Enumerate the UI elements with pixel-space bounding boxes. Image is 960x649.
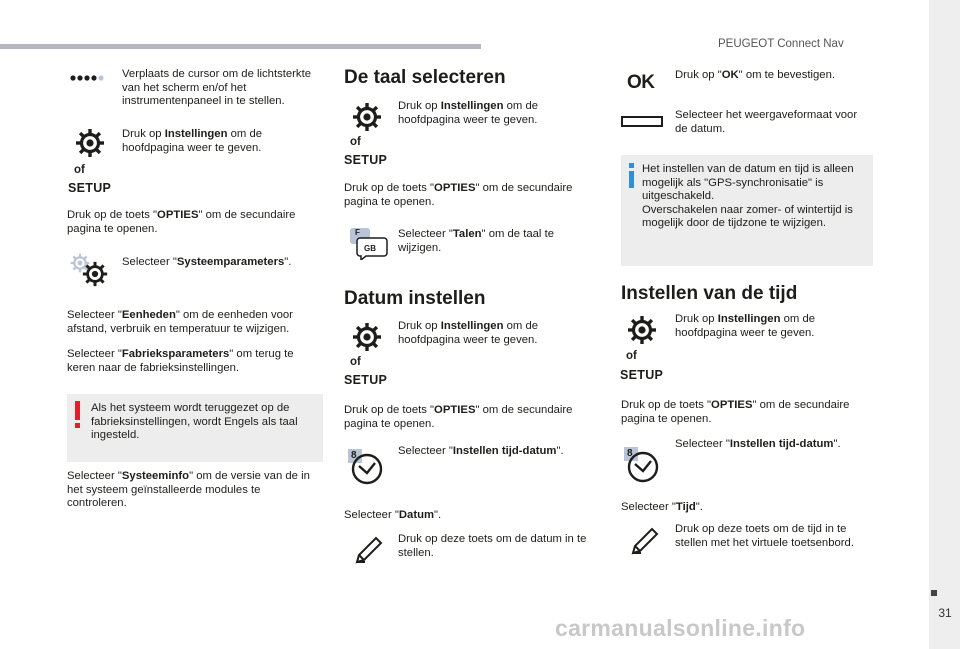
- step-time-pencil: Druk op deze toets om de tijd in te stellen met het virtuele toetsenbord.: [675, 523, 854, 549]
- info-mark-icon: [629, 171, 634, 188]
- flag-gb-label: GB: [364, 244, 376, 253]
- format-bar-icon: [621, 116, 663, 127]
- settings-gear-icon: [627, 315, 657, 345]
- step-instellingen: Druk op Instellingen om de hoofdpagina weer te geven.: [398, 100, 539, 126]
- or-label: of: [350, 356, 361, 368]
- settings-gear-icon: [352, 322, 382, 352]
- setup-key-label: SETUP: [68, 181, 112, 195]
- clock-badge-number: 8: [627, 448, 633, 459]
- step-options: Druk op de toets "OPTIES" om de secundaire pagina te openen.: [621, 399, 850, 425]
- step-eenheden: Selecteer "Eenheden" om de eenheden voor afstand, verbruik en temperatuur te wijzigen.: [67, 309, 293, 335]
- continue-marker: [931, 590, 937, 596]
- step-date-pencil: Druk op deze toets om de datum in te stellen.: [398, 533, 587, 559]
- step-options: Druk op de toets "OPTIES" om de secundaire pagina te openen.: [67, 209, 296, 235]
- step-instellen-tijd-datum: Selecteer "Instellen tijd-datum".: [675, 438, 841, 450]
- clock-badge-number: 8: [351, 450, 357, 461]
- step-instellingen: Druk op Instellingen om de hoofdpagina weer te geven.: [122, 128, 263, 154]
- warning-text: Als het systeem wordt teruggezet op de fabrieksinstellingen, wordt Engels als taal ingesteld.: [91, 402, 298, 442]
- ok-icon: OK: [627, 72, 655, 93]
- or-label: of: [626, 350, 637, 362]
- step-format: Selecteer het weergaveformaat voor de datum.: [675, 109, 858, 135]
- section-title-date: Datum instellen: [344, 288, 486, 309]
- step-instellingen: Druk op Instellingen om de hoofdpagina weer te geven.: [675, 313, 816, 339]
- step-instellen-tijd-datum: Selecteer "Instellen tijd-datum".: [398, 445, 564, 457]
- step-ok: Druk op "OK" om te bevestigen.: [675, 69, 835, 81]
- section-title-language: De taal selecteren: [344, 67, 506, 88]
- flag-f-label: F: [355, 228, 360, 237]
- clock-icon: [624, 447, 660, 483]
- setup-key-label: SETUP: [344, 373, 388, 387]
- step-options: Druk op de toets "OPTIES" om de secundaire pagina te openen.: [344, 404, 573, 430]
- step-talen: Selecteer "Talen" om de taal te wijzigen.: [398, 228, 555, 254]
- page-number: 31: [938, 606, 952, 620]
- brand-title: PEUGEOT Connect Nav: [718, 38, 844, 50]
- brightness-slider-icon: [69, 72, 105, 84]
- settings-gear-icon: [352, 102, 382, 132]
- step-datum: Selecteer "Datum".: [344, 509, 442, 521]
- info-dot: [629, 163, 634, 168]
- page-edge-strip: [929, 0, 960, 649]
- step-systeemparameters: Selecteer "Systeemparameters".: [122, 256, 292, 268]
- step-instellingen: Druk op Instellingen om de hoofdpagina weer te geven.: [398, 320, 539, 346]
- step-tijd: Selecteer "Tijd".: [621, 501, 703, 513]
- or-label: of: [350, 136, 361, 148]
- setup-key-label: SETUP: [344, 153, 388, 167]
- header-rule: [0, 44, 481, 49]
- pencil-icon: [353, 534, 385, 566]
- warning-mark-icon: [75, 401, 80, 420]
- language-flag-icon: [348, 226, 388, 260]
- clock-icon: [348, 449, 384, 485]
- settings-gear-icon: [75, 128, 105, 158]
- brightness-text: Verplaats de cursor om de lichtsterkte van het scherm en/of het instrumentenpaneel in te stellen.: [122, 68, 311, 108]
- step-fabrieksparameters: Selecteer "Fabrieksparameters" om terug te keren naar de fabrieksinstellingen.: [67, 348, 294, 374]
- watermark: carmanualsonline.info: [555, 615, 806, 641]
- or-label: of: [74, 164, 85, 176]
- step-options: Druk op de toets "OPTIES" om de secundaire pagina te openen.: [344, 182, 573, 208]
- setup-key-label: SETUP: [620, 368, 664, 382]
- section-title-time: Instellen van de tijd: [621, 283, 798, 304]
- warning-dot: [75, 423, 80, 428]
- step-systeeminfo: Selecteer "Systeeminfo" om de versie van de in het systeem geïnstalleerde modules te controleren.: [67, 470, 310, 510]
- system-parameters-icon: [70, 253, 110, 287]
- info-text: Het instellen van de datum en tijd is alleen mogelijk als "GPS-synchronisatie" is uitgeschakeld. Overschakelen naar zomer- of wintertijd is mogelijk door de tijdzone te wijzigen.: [642, 163, 854, 230]
- pencil-icon: [629, 525, 661, 557]
